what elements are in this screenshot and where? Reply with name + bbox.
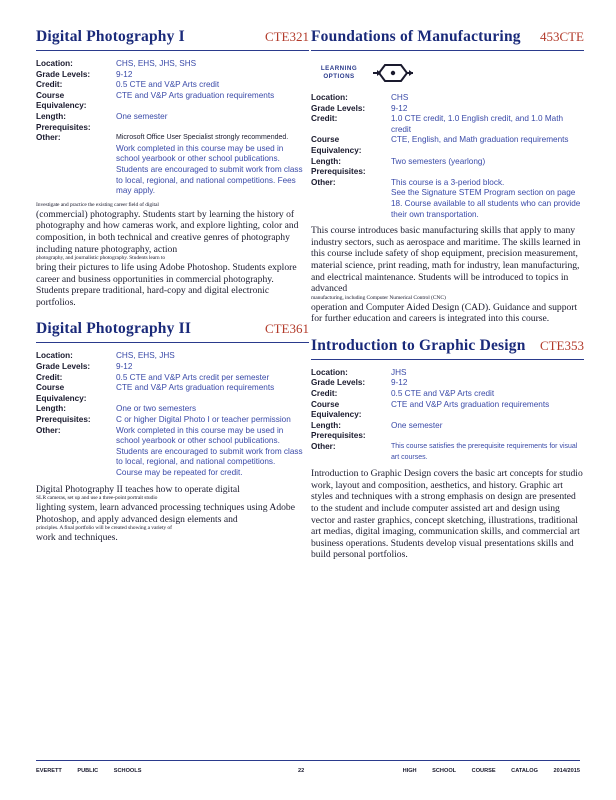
length-label: Length:	[36, 404, 67, 414]
description-text: Digital Photography II teaches how to operate digital	[36, 483, 240, 495]
description-fragment: principles. A final portfolio will be created showing a variety of	[36, 525, 172, 532]
course-description	[36, 484, 309, 544]
location-label: Location:	[36, 59, 73, 68]
other-note: See the Signature STEM Program section on page 18. Course available to all students who can provide their own transportation.	[391, 188, 581, 219]
description-text: operation and Computer Aided Design (CAD). Guidance and support for further education and careers is integrated into this course.	[311, 301, 578, 325]
footer-right	[403, 768, 580, 774]
footer-word: EVERETT	[36, 768, 62, 774]
course-digital-photography-2	[36, 320, 309, 544]
credit-value: 0.5 CTE and V&P Arts credit	[116, 80, 220, 90]
prerequisites-label: Prerequisites:	[311, 167, 366, 177]
equivalency-value: CTE and V&P Arts graduation requirements	[116, 90, 275, 100]
course-title: Digital Photography II	[36, 320, 192, 338]
course-header	[311, 28, 584, 51]
other-note: Course may be repeated for credit.	[116, 468, 243, 477]
equivalency-label: Course Equivalency:	[311, 399, 362, 420]
credit-label: Credit:	[36, 80, 63, 90]
course-header	[311, 337, 584, 360]
prerequisites-value	[391, 167, 584, 178]
hexagon-arrows-icon	[373, 61, 413, 85]
page-number: 22	[298, 768, 305, 774]
location-label: Location:	[311, 367, 348, 377]
description-fragment: SLR cameras, set up and use a three-point portrait studio	[36, 495, 158, 502]
equivalency-label: Course Equivalency:	[36, 383, 87, 403]
course-info	[36, 351, 309, 478]
other-value	[116, 133, 309, 197]
course-code: CTE353	[539, 337, 584, 353]
location-value: CHS, EHS, JHS, SHS	[116, 59, 197, 68]
length-value: Two semesters (yearlong)	[391, 156, 486, 166]
location-value: CHS	[391, 93, 409, 102]
description-fragment: photography, and journalistic photography. Students learn to	[36, 255, 166, 262]
length-value: One or two semesters	[116, 404, 197, 414]
prerequisites-value: C or higher Digital Photo I or teacher permission	[116, 415, 291, 425]
other-label: Other:	[36, 133, 61, 143]
footer-word: SCHOOLS	[113, 768, 142, 774]
credit-label: Credit:	[311, 389, 338, 399]
length-label: Length:	[36, 111, 67, 121]
other-note: Work completed in this course may be used in school yearbook or other school publications.	[116, 143, 284, 164]
course-description	[311, 225, 584, 325]
location-label: Location:	[311, 93, 348, 102]
course-header	[36, 28, 309, 51]
equivalency-value: CTE and V&P Arts graduation requirements	[116, 383, 275, 393]
course-digital-photography-1	[36, 28, 309, 308]
other-value	[391, 178, 584, 220]
course-info	[311, 368, 584, 463]
other-note: Microsoft Office User Specialist strongly recommended.	[116, 134, 289, 142]
other-note: This course satisfies the prerequisite requirements for visual art courses.	[391, 443, 578, 461]
prerequisites-label: Prerequisites:	[311, 431, 366, 441]
description-text: This course introduces basic manufacturing skills that apply to many industry sectors, such as aerospace and maritime. The skills learned in this course include safety of shop equipment, precision measurement, material science, print reading, math for industry, lean manufacturing, and electrical maintenance. Students will be introduced to topics in advanced	[311, 225, 581, 295]
length-label: Length:	[311, 156, 342, 166]
grade-levels-value: 9-12	[391, 378, 408, 388]
learning-options	[319, 61, 584, 85]
footer-word: 2014/2015	[553, 768, 580, 774]
footer-word: COURSE	[471, 768, 496, 774]
description-text: (commercial) photography. Students start by learning the history of photography and how cameras work, and explore lighting, color and composition, in both technical and creative genres of photography including nature photography, action	[36, 208, 299, 255]
equivalency-value: CTE and V&P Arts graduation requirements	[391, 399, 550, 409]
other-label: Other:	[311, 442, 336, 452]
grade-levels-label: Grade Levels:	[311, 103, 366, 113]
credit-value: 0.5 CTE and V&P Arts credit	[391, 389, 495, 399]
grade-levels-label: Grade Levels:	[36, 362, 91, 372]
other-note: This course is a 3-period block.	[391, 177, 505, 187]
other-note: Students are encouraged to submit work from class to local, regional, and national competitions. Fees may apply.	[116, 164, 303, 196]
length-label: Length:	[311, 420, 342, 430]
equivalency-value: CTE, English, and Math graduation requirements	[391, 135, 569, 145]
prerequisites-value	[391, 431, 584, 442]
prerequisites-value	[116, 123, 309, 134]
course-code: 453CTE	[539, 29, 584, 44]
course-title: Introduction to Graphic Design	[311, 336, 526, 354]
right-column	[311, 28, 584, 569]
learning-options-line: OPTIONS	[323, 73, 355, 80]
learning-options-label	[319, 65, 359, 81]
course-header	[36, 320, 309, 343]
grade-levels-label: Grade Levels:	[36, 69, 91, 79]
description-text: work and techniques.	[36, 532, 118, 544]
credit-value: 1.0 CTE credit, 1.0 English credit, and 1.0 Math credit	[391, 114, 564, 134]
grade-levels-value: 9-12	[116, 69, 133, 79]
description-text: Introduction to Graphic Design covers the basic art concepts for studio work, layout and composition, aesthetics, and history. Graphic art styles and techniques with a strong emphasis on design are presented to the student and include computer assisted art and design using vector and raster graphics, concept sketching, illustrations, traditional art medias, digital imaging, communication skills, and commercial art business operations. Students develop visual presentations skills and build personal portfolios.	[311, 468, 583, 561]
course-code: CTE361	[264, 321, 309, 337]
location-label: Location:	[36, 351, 73, 361]
credit-label: Credit:	[311, 114, 338, 124]
prerequisites-label: Prerequisites:	[36, 122, 91, 132]
course-code: CTE321	[264, 29, 309, 44]
grade-levels-value: 9-12	[116, 362, 133, 372]
credit-value: 0.5 CTE and V&P Arts credit per semester	[116, 372, 270, 382]
description-fragment: Investigate and practice the existing career field of digital	[36, 201, 159, 208]
description-fragment: manufacturing, including Computer Numerical Control (CNC)	[311, 294, 446, 301]
left-column	[36, 28, 309, 552]
footer-word: HIGH	[402, 768, 417, 774]
course-info	[311, 93, 584, 220]
other-value	[391, 442, 584, 463]
other-note: Work completed in this course may be used in school yearbook or other school publications.	[116, 425, 284, 446]
length-value: One semester	[116, 111, 168, 121]
equivalency-label: Course Equivalency:	[311, 135, 362, 155]
other-label: Other:	[36, 425, 61, 435]
footer-word: SCHOOL	[432, 768, 457, 774]
footer-left	[36, 768, 155, 774]
course-info	[36, 59, 309, 197]
other-label: Other:	[311, 177, 336, 187]
course-title: Foundations of Manufacturing	[311, 28, 521, 45]
footer-word: PUBLIC	[77, 768, 99, 774]
description-text: bring their pictures to life using Adobe Photoshop. Students explore career and business opportunities in commercial photography. Students prepare traditional, hard-copy and digital electronic portfolios.	[36, 262, 297, 308]
grade-levels-label: Grade Levels:	[311, 378, 366, 388]
location-value: CHS, EHS, JHS	[116, 351, 175, 361]
grade-levels-value: 9-12	[391, 103, 408, 113]
credit-label: Credit:	[36, 372, 63, 382]
page-footer	[36, 760, 580, 774]
prerequisites-label: Prerequisites:	[36, 415, 91, 425]
learning-options-line: LEARNING	[320, 65, 358, 72]
course-title: Digital Photography I	[36, 28, 185, 45]
description-text: lighting system, learn advanced processing techniques using Adobe Photoshop, and apply advanced design elements and	[36, 502, 295, 525]
course-description	[311, 468, 584, 561]
course-description	[36, 202, 309, 309]
equivalency-label: Course Equivalency:	[36, 90, 87, 111]
length-value: One semester	[391, 420, 443, 430]
other-note: Students are encouraged to submit work from class to local, regional, and national competitions.	[116, 446, 303, 467]
other-value	[116, 426, 309, 479]
course-foundations-of-manufacturing	[311, 28, 584, 325]
footer-word: CATALOG	[511, 768, 538, 774]
location-value: JHS	[391, 367, 407, 377]
course-introduction-to-graphic-design	[311, 337, 584, 561]
